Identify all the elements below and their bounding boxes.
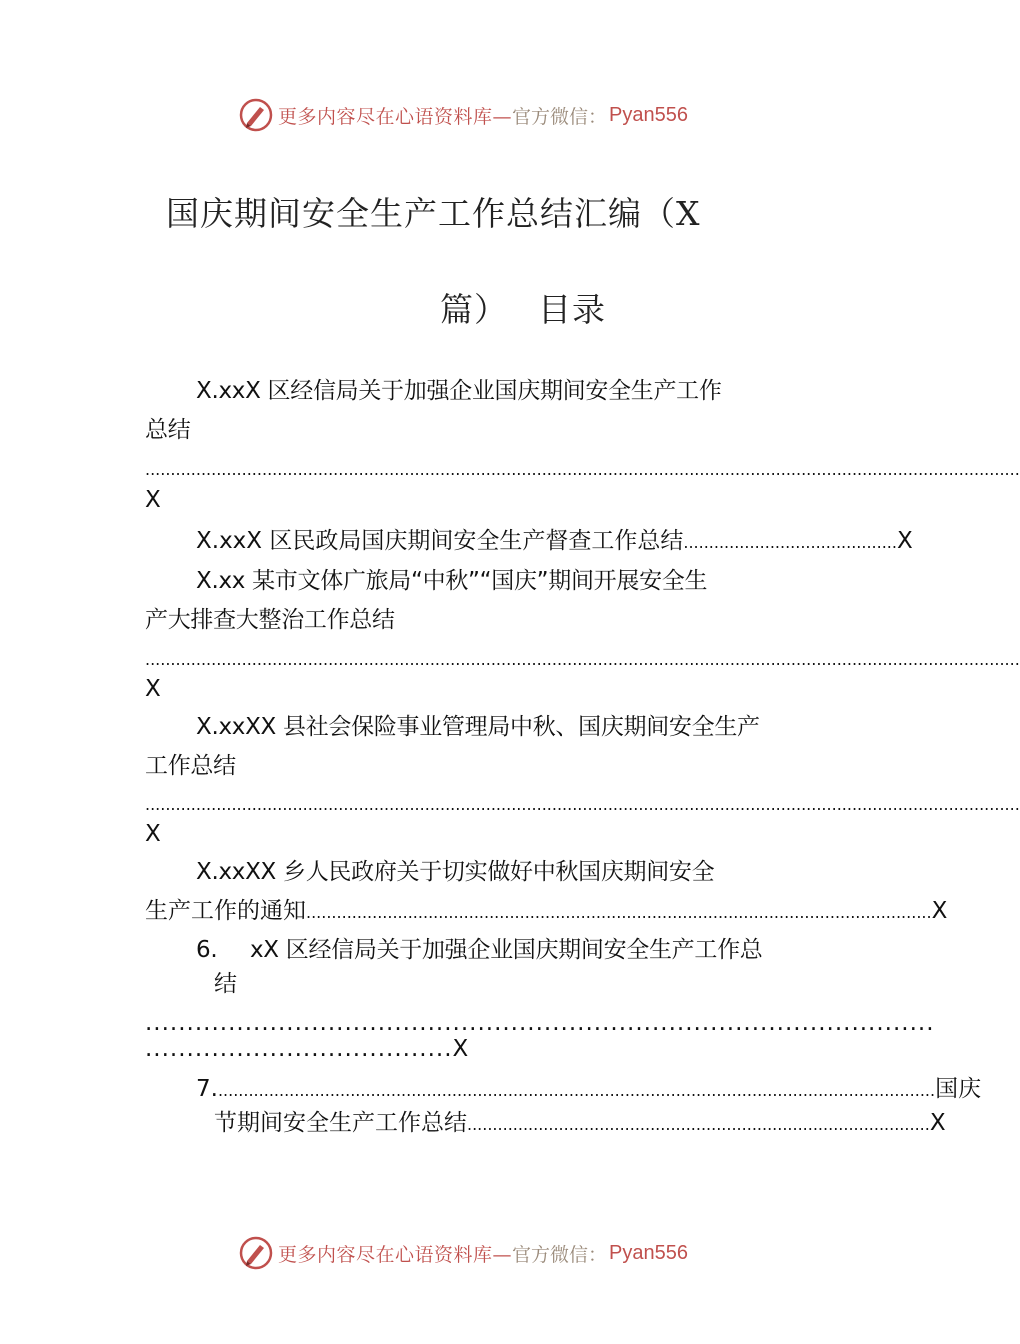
toc-entry-2-leader: .......................................... xyxy=(683,533,897,552)
toc-entry-4-line2: 工作总结 xyxy=(145,753,236,779)
header-banner xyxy=(238,95,758,135)
toc-entry-3-page: X xyxy=(145,676,161,702)
banner-wechat-id: Pyan556 xyxy=(609,1241,688,1264)
document-title-line1: 国庆期间安全生产工作总结汇编（X xyxy=(166,194,701,233)
toc-entry-7-leader-1: ............................................................................................................................................. xyxy=(217,1081,936,1100)
toc-entry-1-leader: ............................................................................................................................................................................ xyxy=(145,460,1020,479)
toc-entry-1-page: X xyxy=(145,487,161,513)
banner-wechat-id: Pyan556 xyxy=(609,103,688,126)
banner-text: 更多内容尽在心语资料库— xyxy=(278,105,513,128)
toc-entry-7-leader-2: ........................................................................................... xyxy=(467,1115,930,1134)
toc-entry-6-number: 6. xyxy=(196,937,218,963)
toc-entry-6-line1: xX 区经信局关于加强企业国庆期间安全生产工作总 xyxy=(250,937,763,963)
toc-entry-6-line2: 结 xyxy=(214,971,237,997)
toc-entry-1-line1: X.xxX 区经信局关于加强企业国庆期间安全生产工作 xyxy=(196,378,722,404)
toc-entry-5-line1: X.xxXX 乡人民政府关于切实做好中秋国庆期间安全 xyxy=(196,859,715,885)
toc-entry-7-line1-tail: 国庆 xyxy=(935,1076,982,1102)
pen-logo-icon xyxy=(238,97,274,133)
toc-entry-7-line2-row xyxy=(214,1108,946,1140)
toc-entry-7-page: X xyxy=(929,1110,946,1136)
toc-entry-4-page: X xyxy=(145,821,161,847)
toc-heading: 目录 xyxy=(538,290,606,329)
toc-entry-7-line2: 节期间安全生产工作总结 xyxy=(214,1110,467,1136)
toc-entry-2-page: X xyxy=(896,528,913,554)
toc-entry-4-line1: X.xxXX 县社会保险事业管理局中秋、国庆期间安全生产 xyxy=(196,714,760,740)
toc-entry-3-line2: 产大排查大整治工作总结 xyxy=(145,607,395,633)
toc-entry-3-line1: X.xx 某市文体广旅局“中秋”“国庆”期间开展安全生 xyxy=(196,568,708,594)
document-title-line2 xyxy=(440,284,606,331)
pen-logo-icon xyxy=(238,1235,274,1271)
toc-entry-6-leader-row xyxy=(145,1034,469,1064)
toc-entry-6-leader-2: ..................................... xyxy=(145,1036,453,1062)
toc-entry-5-leader: ........................................................................................................................... xyxy=(306,903,932,922)
toc-entry-5-line2-row xyxy=(145,896,948,928)
toc-entry-2 xyxy=(196,526,913,558)
toc-entry-7-number: 7. xyxy=(196,1076,218,1102)
banner-contact-label: 官方微信： xyxy=(512,1243,608,1266)
toc-entry-7-line1-row xyxy=(196,1074,982,1106)
footer-banner xyxy=(238,1233,758,1273)
toc-entry-6-page: X xyxy=(452,1036,469,1062)
toc-entry-1-line2: 总结 xyxy=(145,417,191,443)
toc-entry-6-leader-1: ............................................................................................... xyxy=(145,1010,935,1036)
toc-entry-3-leader: ............................................................................................................................................................................ xyxy=(145,650,1020,669)
toc-entry-4-leader: ............................................................................................................................................................................ xyxy=(145,795,1020,814)
toc-entry-2-title: X.xxX 区民政局国庆期间安全生产督查工作总结 xyxy=(196,528,684,554)
banner-text: 更多内容尽在心语资料库— xyxy=(278,1243,513,1266)
toc-entry-5-page: X xyxy=(931,898,948,924)
toc-entry-5-line2: 生产工作的通知 xyxy=(145,898,306,924)
banner-contact-label: 官方微信： xyxy=(512,105,608,128)
title-count-suffix: 篇） xyxy=(440,290,508,329)
